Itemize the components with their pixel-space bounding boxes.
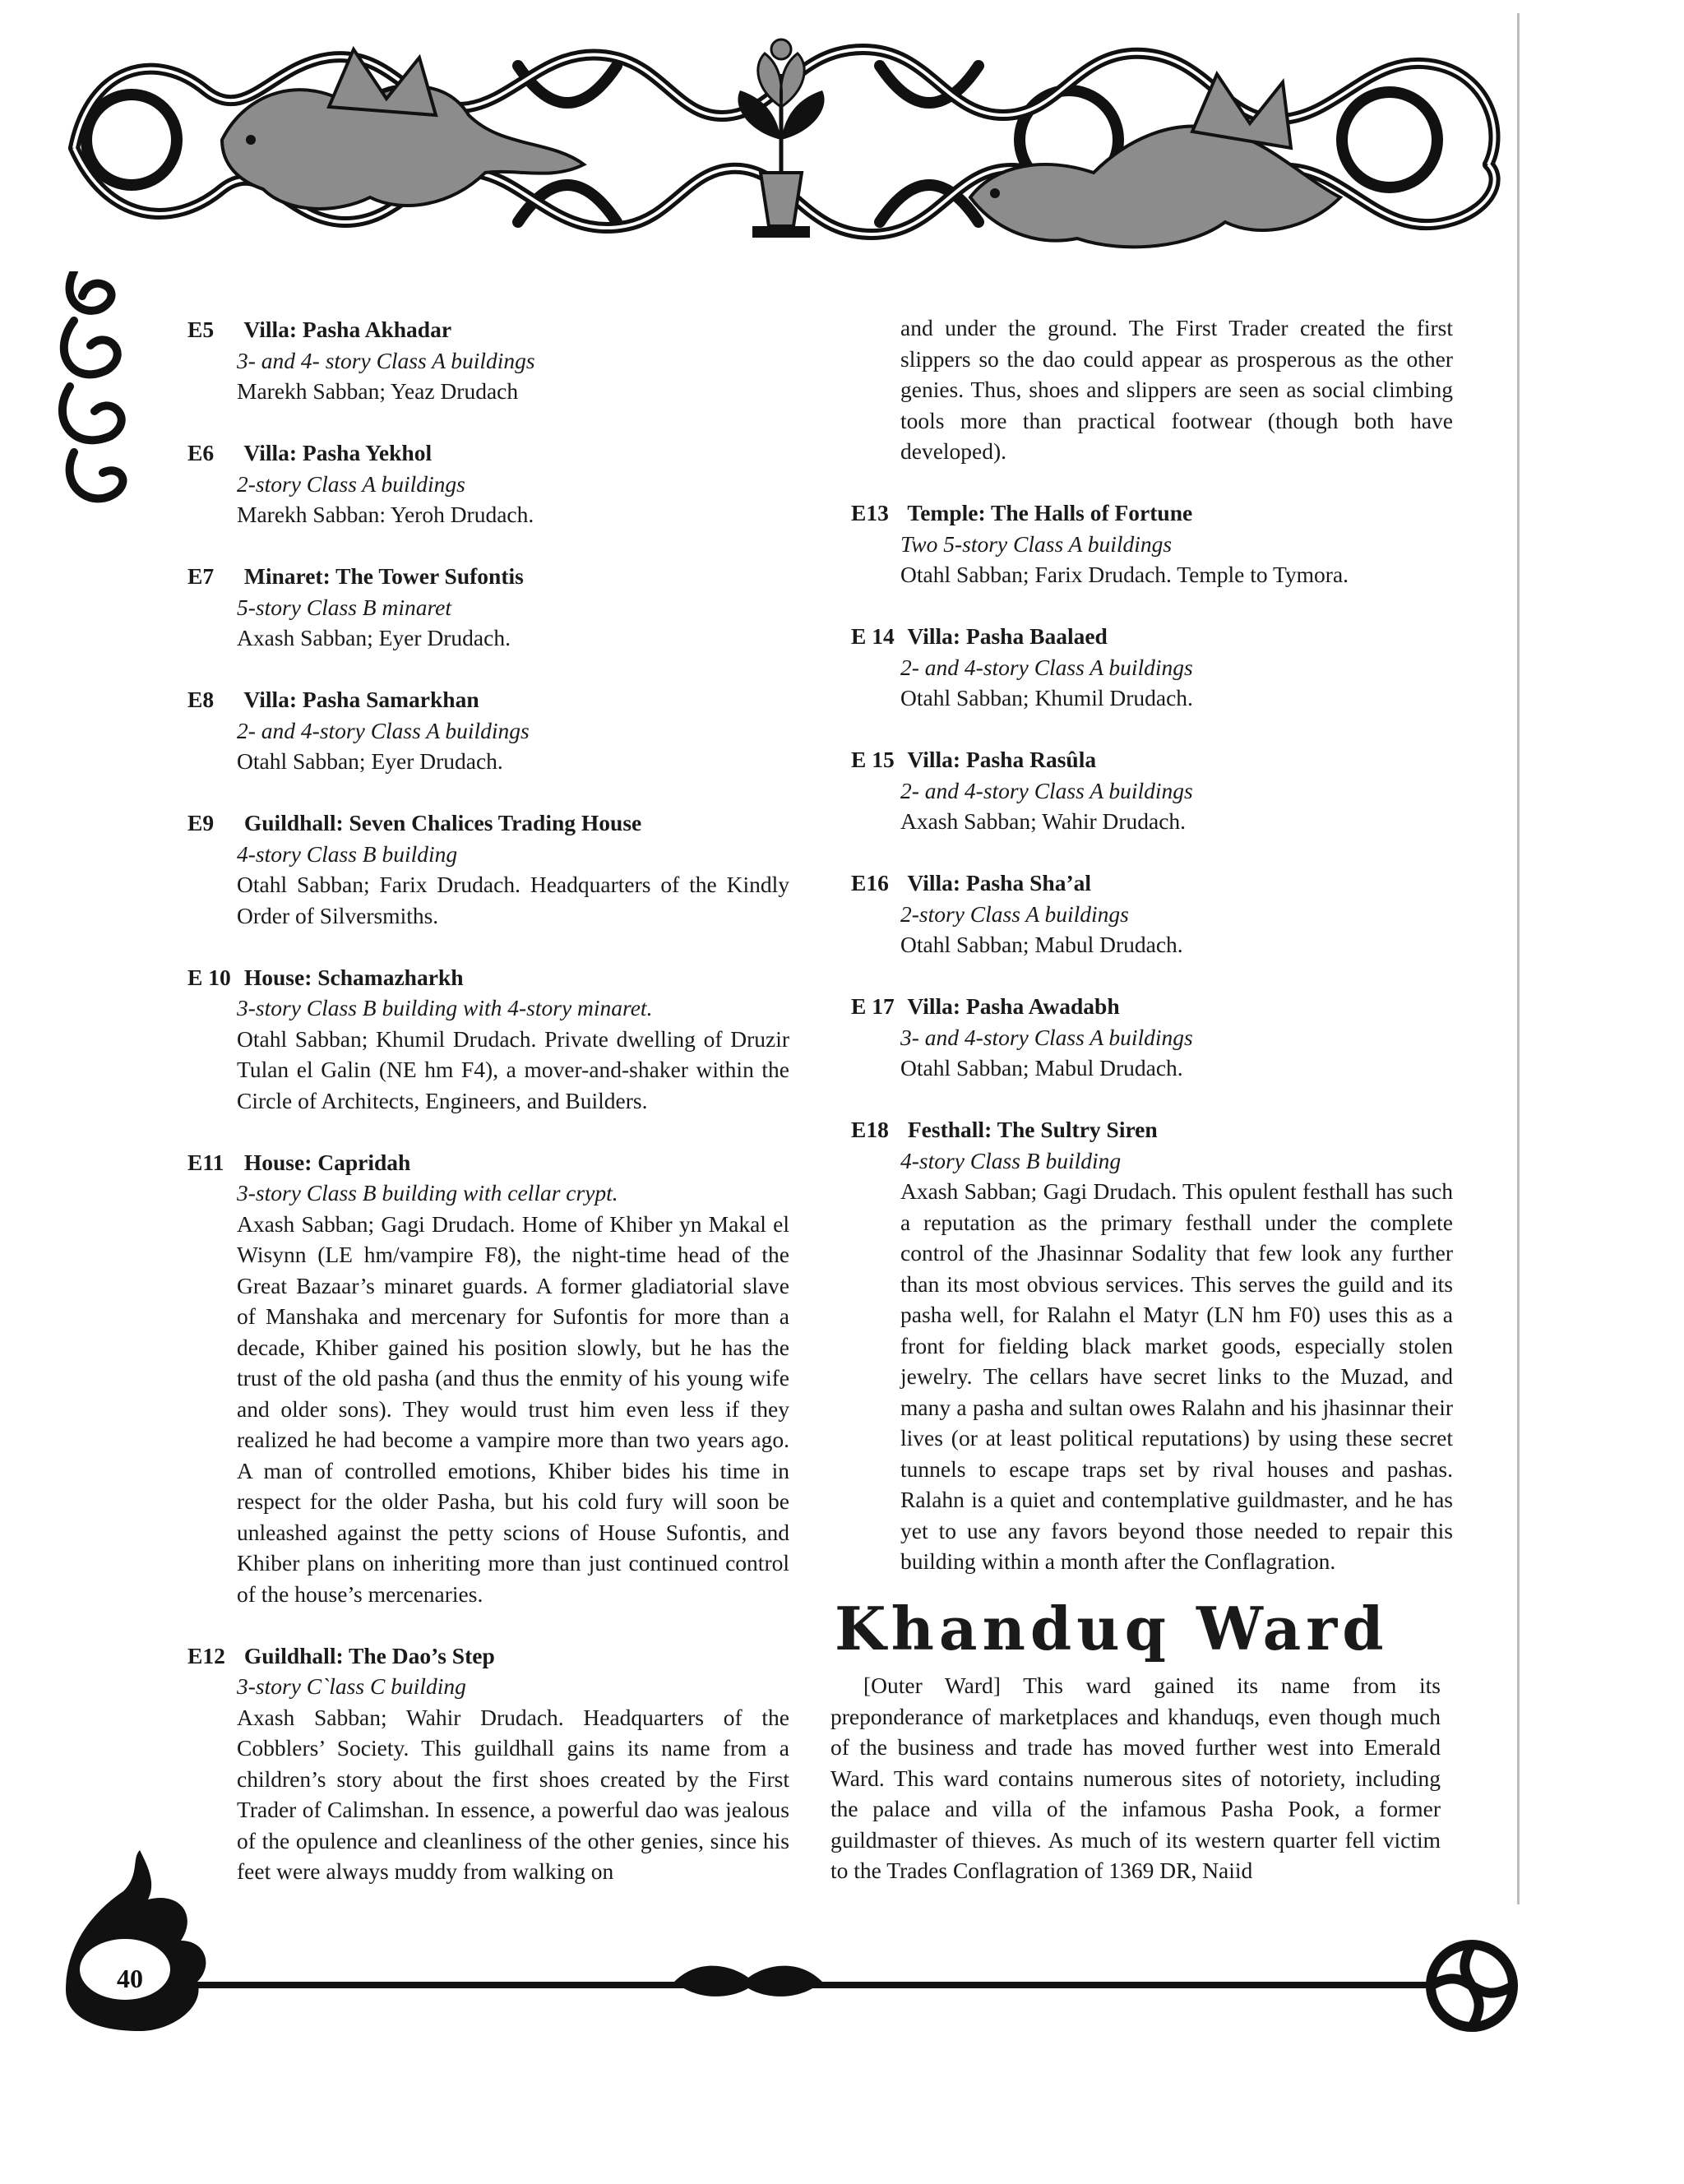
entry-heading (851, 497, 1453, 529)
entry-e8 (187, 684, 789, 777)
entry-title: House: Capridah (243, 1149, 411, 1175)
entry-code: E13 (851, 500, 889, 525)
entry-title: Guildhall: Seven Chalices Trading House (243, 810, 642, 835)
entry-subtitle: 3-story Class B building with 4-story minaret. (237, 995, 653, 1020)
entry-e14 (851, 621, 1453, 714)
entry-heading (187, 437, 789, 469)
entry-title: Festhall: The Sultry Siren (907, 1117, 1158, 1142)
entry-text: Axash Sabban; Wahir Drudach. (900, 808, 1187, 834)
entry-text: Otahl Sabban; Farix Drudach. Headquarters of the Kindly Order of Silversmiths. (237, 872, 789, 928)
entry-code: E16 (851, 870, 889, 895)
entry-code: E11 (187, 1149, 224, 1175)
entry-e15 (851, 744, 1453, 837)
entry-title: Villa: Pasha Samarkhan (243, 687, 479, 712)
entry-subtitle: 5-story Class B minaret (237, 594, 451, 620)
entry-code: E9 (187, 810, 215, 835)
entry-text: Otahl Sabban; Mabul Drudach. (900, 932, 1183, 957)
entry-subtitle: 2- and 4-story Class A buildings (237, 717, 530, 743)
entry-e18 (851, 1114, 1453, 1577)
right-column (830, 314, 1453, 1886)
entry-subtitle: 2- and 4-story Class A buildings (900, 777, 1193, 803)
entry-text: Otahl Sabban; Mabul Drudach. (900, 1055, 1183, 1080)
entry-subtitle: 3-story Class B building with cellar crypt. (237, 1180, 618, 1205)
entry-subtitle: Two 5-story Class A buildings (900, 530, 1173, 557)
entry-heading (187, 962, 789, 993)
entry-title: Villa: Pasha Akhadar (243, 317, 452, 342)
entry-title: Villa: Pasha Sha’al (907, 870, 1091, 895)
entry-e7 (187, 561, 789, 654)
entry-heading (851, 621, 1453, 652)
continued-text: and under the ground. The First Trader created the first slippers so the dao could appear as prosperous as the other genies. Thus, shoes and slippers are seen as social climbing tools more than practical footwear (though both have developed). (900, 315, 1453, 464)
entry-title: Temple: The Halls of Fortune (907, 500, 1193, 525)
entry-subtitle: 2-story Class A buildings (900, 900, 1129, 927)
entry-e13 (851, 497, 1453, 590)
entry-code: E 10 (187, 964, 231, 990)
entry-text: Axash Sabban; Eyer Drudach. (237, 625, 511, 650)
entry-text: Axash Sabban; Gagi Drudach. Home of Khiber yn Makal el Wisynn (LE hm/vampire F8), the night-time head of the Great Bazaar’s minaret guards. A former gladiatorial slave of Manshaka and mercenary for Sufontis for more than a decade, Khiber gained his position slowly, but he has the trust of the old pasha (and thus the enmity of his young wife and older sons). They would trust him even less if they realized he had become a vampire more than two years ago. A man of controlled emotions, Khiber bides his time in respect for the older Pasha, but his cold fury will soon be unleashed against the petty scions of House Sufontis, and Khiber plans on inheriting more than just continued control of the house’s mercenaries. (237, 1210, 789, 1607)
page-number: 40 (117, 1964, 143, 1993)
entry-text: Marekh Sabban: Yeroh Drudach. (237, 502, 534, 527)
entry-subtitle: 3-story C`lass C building (237, 1673, 466, 1699)
entry-title: House: Schamazharkh (243, 964, 464, 990)
entry-heading (187, 561, 789, 592)
entry-heading (851, 991, 1453, 1022)
entry-e6 (187, 437, 789, 530)
section-title: Khanduq Ward (835, 1594, 1389, 1663)
entry-title: Minaret: The Tower Sufontis (243, 563, 524, 589)
entry-code: E12 (187, 1642, 225, 1668)
entry-e10 (187, 962, 789, 1117)
entry-heading (187, 1640, 789, 1672)
entry-text: Otahl Sabban; Khumil Drudach. (900, 685, 1193, 710)
entry-code: E 15 (851, 747, 895, 772)
entry-code: E 17 (851, 993, 895, 1019)
left-column (187, 314, 789, 1918)
entry-subtitle: 4-story Class B building (900, 1147, 1122, 1173)
entry-heading (187, 314, 789, 345)
entry-code: E8 (187, 687, 215, 712)
entry-subtitle: 2-story Class A buildings (237, 470, 465, 497)
entry-text: Marekh Sabban; Yeaz Drudach (237, 378, 519, 404)
entry-subtitle: 3- and 4-story Class A buildings (900, 1024, 1193, 1050)
entry-heading (187, 807, 789, 839)
entry-text: Axash Sabban; Wahir Drudach. Headquarters of the Cobblers’ Society. This guildhall gains its name from a children’s story about the first shoes created by the First Trader of Calimshan. In essence, a powerful dao was jealous of the opulence and cleanliness of the other genies, since his feet were always muddy from walking on (237, 1704, 789, 1884)
entry-text: Otahl Sabban; Eyer Drudach. (237, 748, 503, 774)
entry-title: Villa: Pasha Awadabh (907, 993, 1120, 1019)
entry-title: Guildhall: The Dao’s Step (243, 1642, 495, 1668)
entry-title: Villa: Pasha Yekhol (243, 440, 433, 465)
entry-text: Otahl Sabban; Farix Drudach. Temple to Tymora. (900, 562, 1349, 587)
page-edge-rule (1517, 13, 1520, 1904)
entry-code: E 14 (851, 623, 895, 649)
entry-e11 (187, 1147, 789, 1610)
entry-subtitle: 2- and 4-story Class A buildings (900, 654, 1193, 680)
entry-title: Villa: Pasha Rasûla (907, 747, 1097, 772)
entry-e17 (851, 991, 1453, 1084)
entry-e5 (187, 314, 789, 407)
entry-title: Villa: Pasha Baalaed (907, 623, 1108, 649)
entry-heading (851, 1114, 1453, 1145)
entry-text: Axash Sabban; Gagi Drudach. This opulent festhall has such a reputation as the primary festhall under the complete control of the Jhasinnar Sodality that few look any further than its most obvious services. This serves the guild and its pasha well, for Ralahn el Matyr (LN hm F0) uses this as a front for fielding black market goods, especially stolen jewelry. The cellars have secret links to the Muzad, and many a pasha and sultan owes Ralahn and his jhasinnar their lives (or at least political reputations) by using these secret tunnels to escape traps set by rival houses and pashas. Ralahn is a quiet and contemplative guildmaster, and he has yet to use any favors beyond those needed to repair this building within a month after the Conflagration. (900, 1178, 1453, 1574)
entry-heading (187, 1147, 789, 1178)
entry-text: Otahl Sabban; Khumil Drudach. Private dwelling of Druzir Tulan el Galin (NE hm F4), a mover-and-shaker within the Circle of Architects, Engineers, and Builders. (237, 1025, 789, 1113)
entry-heading (187, 684, 789, 715)
entry-e16 (851, 868, 1453, 960)
section-body: [Outer Ward] This ward gained its name from its preponderance of marketplaces and khanduqs, even though much of the business and trade has moved further west into Emerald Ward. This ward contains numerous sites of notoriety, including the palace and villa of the infamous Pasha Pook, a former guildmaster of thieves. As much of its western quarter fell victim to the Trades Conflagration of 1369 DR, Naiid (830, 1673, 1441, 1883)
entry-heading (851, 868, 1453, 899)
entry-code: E5 (187, 317, 215, 342)
entry-code: E7 (187, 563, 215, 589)
entry-e9 (187, 807, 789, 931)
entry-subtitle: 4-story Class B building (237, 840, 458, 867)
knotwork-dragon-banner (58, 16, 1513, 288)
entry-code: E18 (851, 1117, 889, 1142)
entry-subtitle: 3- and 4- story Class A buildings (237, 347, 535, 373)
entry-code: E6 (187, 440, 215, 465)
entry-e12 (187, 1640, 789, 1887)
entry-heading (851, 744, 1453, 775)
side-vine-ornament (41, 271, 173, 518)
